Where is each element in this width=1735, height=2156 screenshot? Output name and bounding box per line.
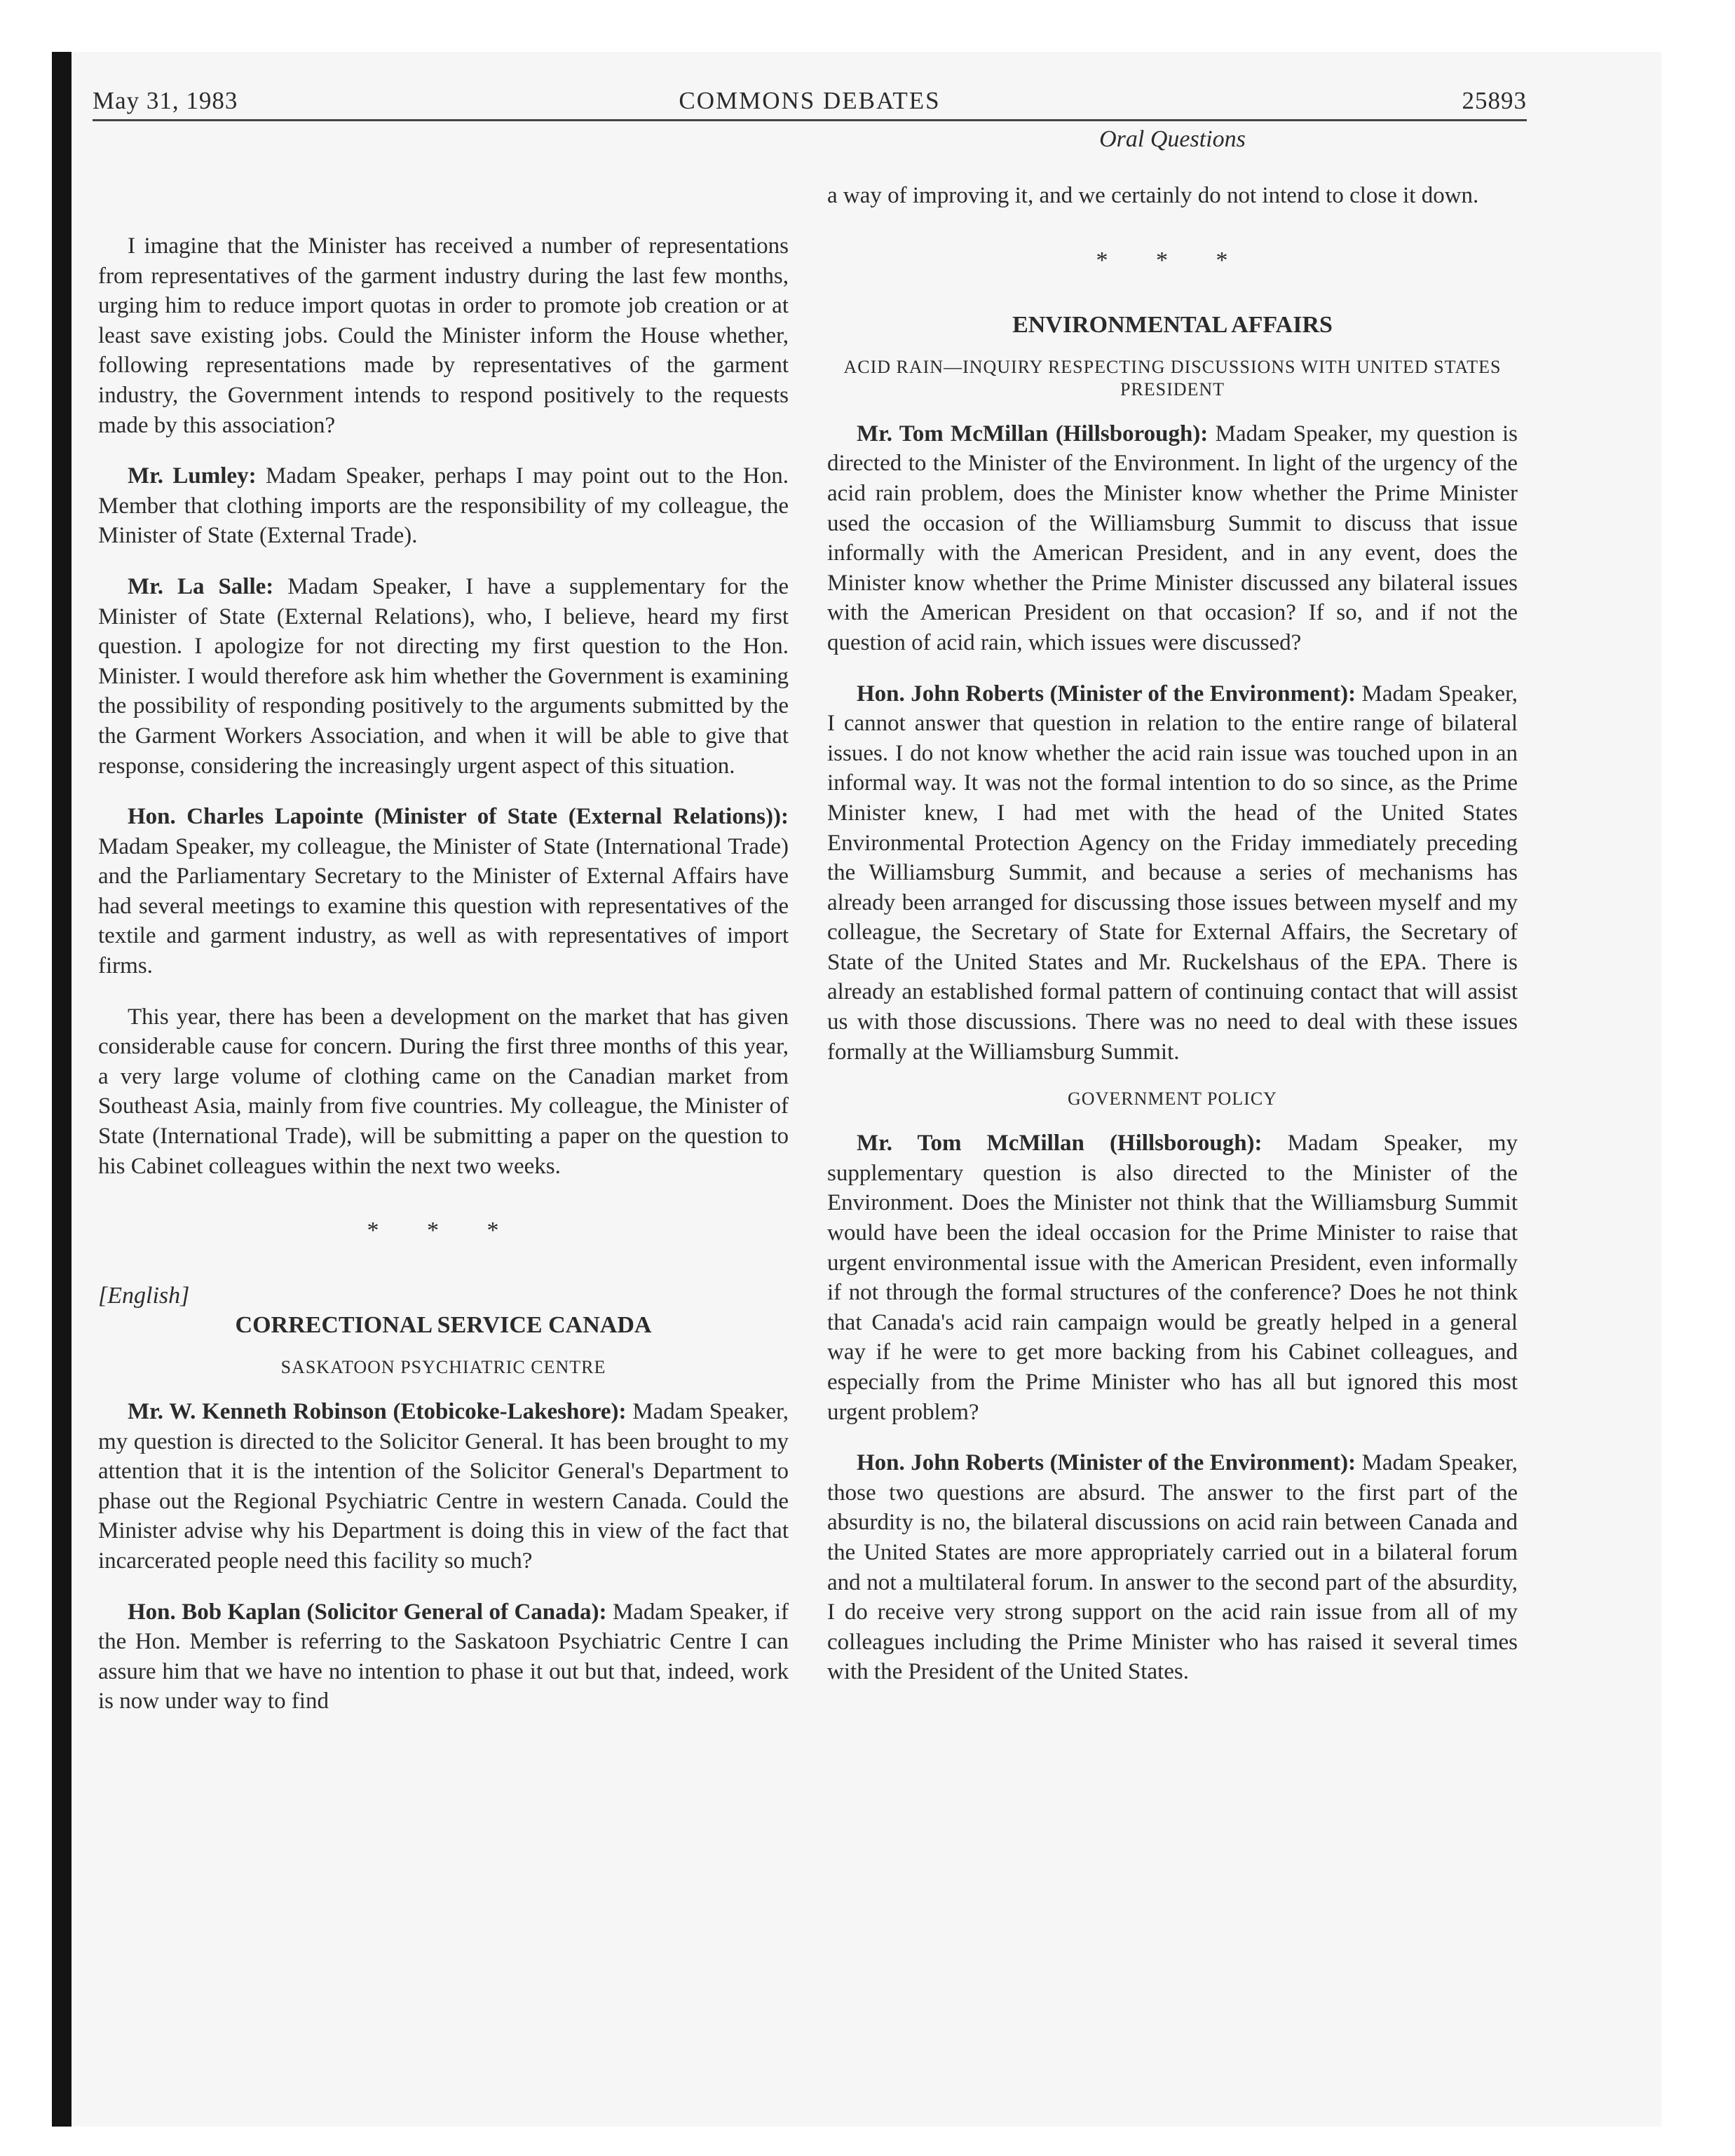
header-title: COMMONS DEBATES [679, 87, 941, 114]
header-date: May 31, 1983 [93, 87, 238, 114]
section-separator: * * * [367, 1217, 520, 1244]
speech-text: Madam Speaker, my question is directed to the Solicitor General. It has been brought to my attention that it is the intention of the Solicitor General's Department to phase out the Regional Psychiatric Centre in western Canada. Could the Minister advise why his Department is doing this in view of the fact that incarcerated people need this facility so much? [98, 1399, 789, 1574]
speech-text: Madam Speaker, I have a supplementary for the Minister of State (External Relations), who, I believe, heard my first question. I apologize for not directing my first question to the Hon. Minister. I would therefore ask him whether the Government is examining the possibility of responding positively to the arguments submitted by the the Garment Workers Association, and when it will be able to give that response, considering the increasingly urgent aspect of this situation. [98, 573, 789, 779]
paragraph [827, 419, 1518, 658]
speaker-name: Hon. John Roberts (Minister of the Environment): [857, 1450, 1356, 1476]
header-page-number: 25893 [1462, 87, 1527, 114]
speaker-name: Hon. John Roberts (Minister of the Environment): [857, 681, 1356, 707]
speaker-name: Mr. W. Kenneth Robinson (Etobicoke-Lakeshore): [128, 1399, 627, 1424]
left-column [98, 231, 789, 1738]
paragraph [98, 461, 789, 551]
language-note: [English] [98, 1282, 190, 1309]
paragraph: This year, there has been a development on the market that has given considerable cause for concern. During the first three months of this year, a very large volume of clothing came on the Canadian market from Southeast Asia, mainly from five countries. My colleague, the Minister of State (International Trade), will be submitting a paper on the question to his Cabinet colleagues within the next two weeks. [98, 1004, 789, 1179]
paragraph [98, 1397, 789, 1576]
paragraph [827, 1448, 1518, 1687]
right-column [827, 126, 1518, 1708]
section-subheading: SASKATOON PSYCHIATRIC CENTRE [280, 1357, 606, 1377]
section-heading: CORRECTIONAL SERVICE CANADA [235, 1312, 652, 1339]
speaker-name: Mr. Tom McMillan (Hillsborough): [857, 421, 1209, 446]
speaker-name: Hon. Charles Lapointe (Minister of State (External Relations)): [128, 804, 789, 830]
paragraph [98, 572, 789, 781]
scan-edge-bar [52, 52, 72, 2127]
paragraph [827, 1128, 1518, 1427]
page-header [93, 83, 1527, 121]
speech-text: Madam Speaker, those two questions are absurd. The answer to the first part of the absurdity is no, the bilateral discussions on acid rain between Canada and the United States are more appropriately carried out in a bilateral forum and not a multilateral forum. In answer to the second part of the absurdity, I do receive very strong support on the acid rain issue from all of my colleagues including the Prime Minister who has raised it several times with the President of the United States. [827, 1450, 1518, 1685]
section-heading: ENVIRONMENTAL AFFAIRS [1012, 312, 1333, 339]
section-separator: * * * [1096, 247, 1249, 273]
oral-questions-label: Oral Questions [1099, 126, 1246, 152]
speech-text: Madam Speaker, my colleague, the Minister of State (International Trade) and the Parliamentary Secretary to the Minister of External Affairs have had several meetings to examine this question with representatives of the textile and garment industry, as well as with representatives of import firms. [98, 833, 789, 979]
paragraph [98, 1597, 789, 1717]
speech-text: Madam Speaker, perhaps I may point out to the Hon. Member that clothing imports are the responsibility of my colleague, the Minister of State (External Trade). [98, 463, 789, 549]
speaker-name: Mr. La Salle: [128, 573, 274, 599]
section-subheading: GOVERNMENT POLICY [1068, 1089, 1277, 1110]
speech-text: Madam Speaker, if the Hon. Member is referring to the Saskatoon Psychiatric Centre I can assure him that we have no intention to phase it out but that, indeed, work is now under way to find [98, 1599, 789, 1714]
speech-text: Madam Speaker, my question is directed to the Minister of the Environment. In light of the urgency of the acid rain problem, does the Minister know whether the Prime Minister used the occasion of the Williamsburg Summit to discuss that issue informally with the American President, and in any event, does the Minister know whether the Prime Minister discussed any bilateral issues with the American President on that occasion? If so, and if not the question of acid rain, which issues were discussed? [827, 421, 1518, 655]
paragraph: I imagine that the Minister has received a number of representations from representatives of the garment industry during the last few months, urging him to reduce import quotas in order to promote job creation or at least save existing jobs. Could the Minister inform the House whether, following representations made by representatives of the garment industry, the Government intends to respond positively to the requests made by this association? [98, 233, 789, 438]
speaker-name: Mr. Lumley: [128, 463, 257, 489]
paragraph: a way of improving it, and we certainly do not intend to close it down. [827, 183, 1479, 208]
section-subheading: ACID RAIN—INQUIRY RESPECTING DISCUSSIONS WITH UNITED STATES PRESIDENT [843, 356, 1502, 400]
paragraph [98, 802, 789, 981]
speaker-name: Mr. Tom McMillan (Hillsborough): [857, 1131, 1263, 1157]
speech-text: Madam Speaker, I cannot answer that question in relation to the entire range of bilateral issues. I do not know whether the acid rain issue was touched upon in an informal way. It was not the formal intention to do so since, as the Prime Minister knew, I had met with the head of the United States Environmental Protection Agency on the Friday immediately preceding the Williamsburg Summit, and because a series of mechanisms has already been arranged for discussing those issues between myself and my colleague, the Secretary of State for External Affairs, the Secretary of State of the United States and Mr. Ruckelshaus of the EPA. There is already an established formal pattern of continuing contact that will assist us with those discussions. There was no need to deal with these issues formally at the Williamsburg Summit. [827, 681, 1518, 1065]
speaker-name: Hon. Bob Kaplan (Solicitor General of Canada): [128, 1599, 607, 1625]
paragraph [827, 679, 1518, 1067]
speech-text: Madam Speaker, my supplementary question is also directed to the Minister of the Environment. Does the Minister not think that the Williamsburg Summit would have been the ideal occasion for the Prime Minister to raise that urgent environmental issue with the American President, even informally if not through the formal structures of the conference? Does he not think that Canada's acid rain campaign would be greatly helped in a general way if he were to get more backing from his Cabinet colleagues, and especially from the Prime Minister who has all but ignored this most urgent problem? [827, 1131, 1518, 1425]
